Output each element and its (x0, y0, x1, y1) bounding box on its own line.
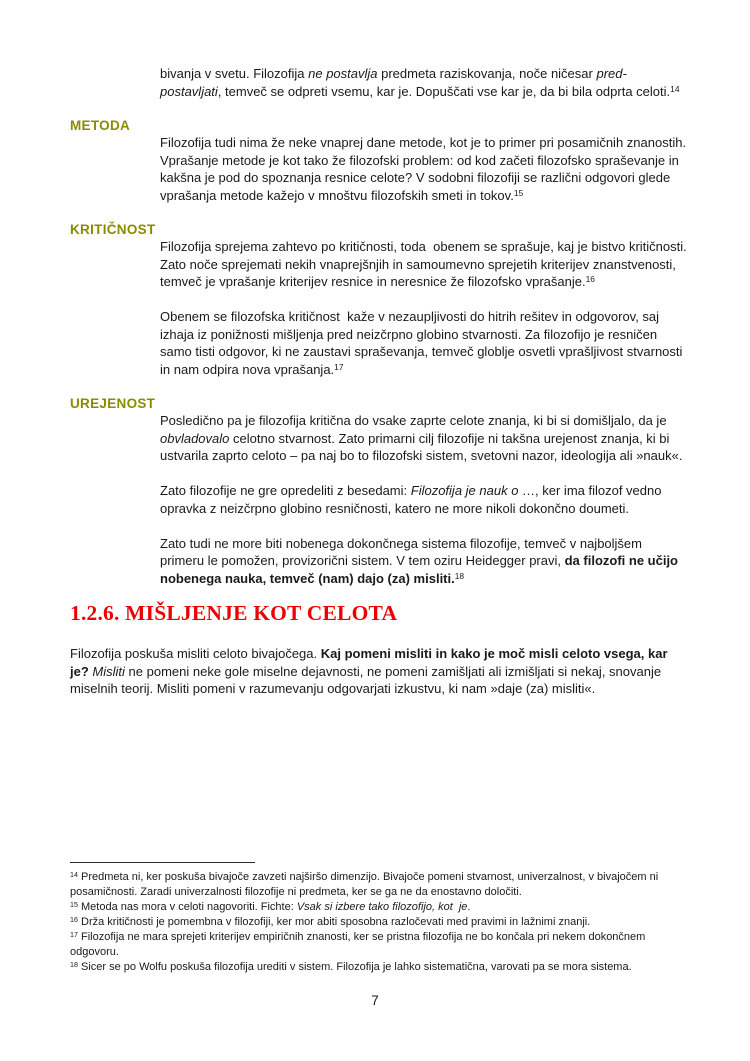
text-segment: da filozofi ne učijo nobenega nauka, temveč (nam) dajo (za) misliti. (160, 553, 682, 586)
text-segment: Zato tudi ne more biti nobenega dokončnega sistema filozofije, temveč v najboljšem primeru le pomožen, provizorični sistem. V tem oziru Heidegger pravi, (160, 535, 646, 568)
text-segment: Misliti (92, 663, 125, 679)
footnote-16 (70, 915, 690, 930)
chapter-heading: 1.2.6. MIŠLJENJE KOT CELOTA (70, 601, 398, 625)
text-segment: Filozofija poskuša misliti celoto bivajočega. (70, 646, 321, 661)
text-segment: Filozofija je nauk o (410, 483, 519, 498)
superscript-ref: 15 (513, 187, 524, 198)
superscript-ref: 14 (670, 83, 680, 94)
text-segment: , temveč se odpreti vsemu, kar je. Dopuščati vse kar je, da bi bila odprta celoti. (217, 83, 671, 99)
text-segment: Vsak si izbere tako filozofijo, kot je (296, 901, 468, 913)
footnotes-block (70, 856, 690, 975)
urejenost-paragraph-2 (160, 482, 688, 517)
text-segment: Filozofija tudi nima že neke vnaprej dane metode, kot je to primer pri posamičnih znanostih. Vprašanje metode je kot tako že filozofski problem: od kod začeti filozofsko spraševanje in kakšna je pod do spoznanja resnice celote? V sodobni filozofiji se različni odgovori glede vprašanja metode kažejo v mnoštvu filozofskih smeti in tokov. (160, 135, 690, 203)
text-segment: Sicer se po Wolfu poskuša filozofija urediti v sistem. Filozofija je lahko sistematična, varovati pa se mora sistema. (77, 961, 632, 973)
kriticnost-paragraph-2 (160, 308, 688, 378)
text-segment: celotno stvarnost. Zato primarni cilj filozofije ni takšna urejenost znanja, ki bi ustvarila zaprto celoto – pa naj bo to filozofski sistem, svetovni nazor, ideologija ali »nauk«. (160, 430, 683, 463)
footnote-separator (70, 862, 255, 863)
text-segment: . (467, 901, 471, 913)
text-segment: Metoda nas mora v celoti nagovoriti. Fichte: (77, 901, 297, 913)
text-segment: bivanja v svetu. Filozofija (160, 66, 309, 81)
superscript-ref: 15 (70, 900, 78, 909)
text-segment: Filozofija sprejema zahtevo po kritičnosti, toda obenem se sprašuje, kaj je bistvo kritičnosti. Zato noče sprejemati nekih vnaprejšnjih in samoumevno sprejetih kriterijev znanstvenosti, temveč je vprašanje kriterijev resnice in neresnice že filozofsko vprašanje. (160, 239, 691, 289)
urejenost-paragraph-1 (160, 412, 688, 465)
metoda-paragraph (160, 134, 688, 204)
urejenost-paragraph-3 (160, 535, 688, 588)
text-segment: predmeta raziskovanja, noče ničesar (377, 66, 597, 81)
text-segment: ne pomeni neke gole miselne dejavnosti, ne pomeni zamišljati ali izmišljati si nekaj, snovanje miselnih teorij. Misliti pomeni v razumevanju odgovarjati izkustvu, ki nam »daje (za) misliti«. (70, 663, 665, 696)
footnote-14 (70, 870, 690, 900)
superscript-ref: 16 (585, 274, 595, 285)
section-label-metoda: METODA (70, 118, 131, 133)
intro-paragraph (160, 65, 688, 100)
text-segment: …, ker ima filozof vedno opravka z neizčrpno globino resničnosti, katero ne more nikoli dokončno doumeti. (160, 483, 666, 516)
footnote-18 (70, 960, 690, 975)
superscript-ref: 18 (454, 570, 465, 581)
superscript-ref: 17 (334, 361, 344, 372)
footnote-15 (70, 900, 690, 915)
kriticnost-paragraph-1 (160, 238, 691, 291)
text-segment: Filozofija ne mara sprejeti kriterijev empiričnih znanosti, ker se pristna filozofija ne bo končala pri nekem dokončnem odgovoru. (70, 931, 649, 958)
superscript-ref: 14 (70, 870, 78, 879)
superscript-ref: 16 (70, 915, 78, 924)
text-segment: ne postavlja (308, 66, 378, 81)
text-segment: Kaj pomeni misliti in kako je moč misli celoto vsega, kar je? (70, 646, 672, 679)
text-segment: Posledično pa je filozofija kritična do vsake zaprte celote znanja, ki bi si domišljalo, da je (160, 413, 671, 428)
section-label-kriticnost: KRITIČNOST (70, 222, 156, 237)
text-segment: Zato filozofije ne gre opredeliti z besedami: (160, 483, 411, 498)
text-segment: Drža kritičnosti je pomembna v filozofiji, ker mor abiti sposobna razločevati med pravimi in lažnimi znanji. (77, 916, 591, 928)
text-segment: Obenem se filozofska kritičnost kaže v nezaupljivosti do hitrih rešitev in odgovorov, saj izhaja iz ponižnosti mišljenja pred neizčrpno globino stvarnosti. Za filozofijo je resničen samo tisti odgovor, ki ne zaustavi spraševanja, temveč globlje osvetli vprašljivost stvarnosti in nam odpira nova vprašanja. (160, 309, 687, 377)
text-segment: Predmeta ni, ker poskuša bivajoče zavzeti najširšo dimenzijo. Bivajoče pomeni stvarnost, univerzalnost, v bivajočem ni posamičnosti. Zaradi univerzalnosti filozofije ni predmeta, ker se ga ne da enostavno določiti. (70, 871, 662, 898)
section-label-urejenost: UREJENOST (70, 396, 156, 411)
page-number: 7 (371, 993, 379, 1008)
superscript-ref: 17 (70, 930, 78, 939)
text-segment: obvladovalo (160, 430, 230, 446)
text-segment: pred-postavljati (160, 66, 627, 99)
superscript-ref: 18 (70, 960, 78, 969)
footnote-17 (70, 930, 690, 960)
chapter-paragraph (70, 645, 688, 698)
